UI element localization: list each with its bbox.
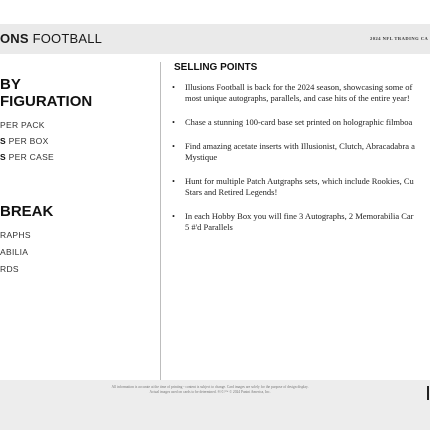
disclaimer-line-1: All information is accurate at the time of printing - content is subject to change. Card images are solely for the purpose of design display.: [111, 385, 309, 389]
selling-points-list: [171, 82, 430, 246]
product-title-rest: FOOTBALL: [28, 31, 103, 46]
corner-logo-mark: [427, 386, 429, 400]
selling-point-line: • In each Hobby Box you will fine 3 Autographs, 2 Memorabilia Car: [185, 211, 414, 221]
config-item-strong: S: [0, 152, 6, 162]
config-item-label: PER CASE: [5, 152, 55, 162]
configuration-heading-line-1: BY: [0, 76, 21, 93]
disclaimer-line-2: Actual images used on cards to be determined. ®/©/™ © 2024 Panini America, Inc.: [149, 390, 271, 394]
selling-point-item: [171, 176, 430, 198]
config-item-box: [0, 136, 49, 146]
header-tagline: 2024 NFL TRADING CA: [370, 36, 429, 41]
selling-point-line: • Illusions Football is back for the 2024 season, showcasing some of: [185, 82, 413, 92]
selling-point-item: [171, 82, 430, 104]
selling-point-line: Mystique: [185, 152, 218, 162]
selling-point-line: most unique autographs, parallels, and case hits of the entire year!: [185, 93, 410, 103]
selling-point-line: • Find amazing acetate inserts with Illusionist, Clutch, Abracadabra a: [185, 141, 415, 151]
config-item-label: PER PACK: [0, 120, 45, 130]
header-bar: [0, 24, 430, 54]
break-item-autographs: RAPHS: [0, 230, 31, 240]
selling-point-line: • Hunt for multiple Patch Autgraphs sets, which include Rookies, Cu: [185, 176, 414, 186]
legal-disclaimer: [60, 385, 360, 395]
product-title: [0, 31, 102, 46]
configuration-heading: [0, 76, 92, 110]
config-item-pack: [0, 120, 45, 130]
selling-point-item: [171, 211, 430, 233]
config-item-strong: S: [0, 136, 6, 146]
break-item-memorabilia: ABILIA: [0, 247, 29, 257]
selling-point-item: [171, 117, 430, 128]
selling-point-line: 5 #'d Parallels: [185, 222, 233, 232]
break-item-cards: RDS: [0, 264, 19, 274]
footer: [0, 380, 430, 430]
selling-point-line: Stars and Retired Legends!: [185, 187, 278, 197]
selling-point-item: [171, 141, 430, 163]
product-title-strong: ONS: [0, 31, 29, 46]
selling-point-line: • Chase a stunning 100-card base set printed on holographic filmboa: [185, 117, 413, 127]
column-divider: [160, 62, 161, 380]
configuration-heading-line-2: FIGURATION: [0, 93, 93, 110]
config-item-label: PER BOX: [5, 136, 49, 146]
config-item-case: [0, 152, 54, 162]
selling-points-title: SELLING POINTS: [174, 62, 258, 73]
box-break-heading: BREAK: [0, 203, 54, 220]
